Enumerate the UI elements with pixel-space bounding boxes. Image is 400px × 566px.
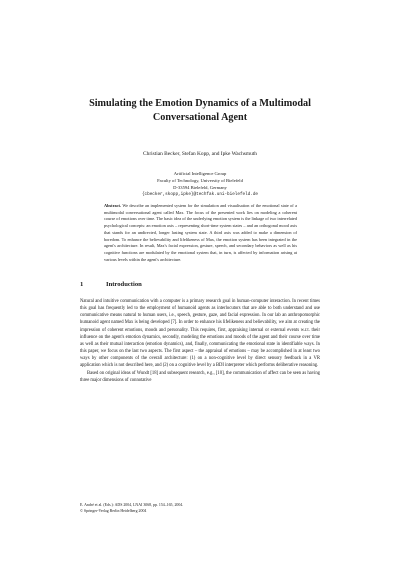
author-list: Christian Becker, Stefan Kopp, and Ipke Wachsmuth xyxy=(143,151,257,157)
affiliation-address: D-33594 Bielefeld, Germany xyxy=(173,185,227,190)
paper-title: Simulating the Emotion Dynamics of a Multimodal Conversational Agent xyxy=(89,98,311,123)
abstract xyxy=(104,203,297,263)
affiliation-faculty: Faculty of Technology, University of Bielefeld xyxy=(157,178,243,183)
abstract-label: Abstract. xyxy=(104,203,122,208)
footer-line-1: E. André et al. (Eds.): ADS 2004, LNAI 3068, pp. 154–165, 2004. xyxy=(80,503,184,507)
section-number: 1 xyxy=(80,281,84,288)
body-paragraph-2: Based on original ideas of Wundt [18] and subsequent research, e.g., [10], the communication of affect can be seen as having three major dimensions of connotative xyxy=(80,370,320,383)
body-text xyxy=(80,298,320,384)
affiliation-email: {cbecker,skopp,ipke}@techfak.uni-bielefeld.de xyxy=(141,192,259,197)
section-title: Introduction xyxy=(106,281,142,288)
affiliation-group: Artificial Intelligence Group xyxy=(173,171,227,176)
abstract-text: We describe an implemented system for the simulation and visualisation of the emotional state of a multimodal conversational agent called Max. The focus of the presented work lies on modeling a coherent course of emotions over time. The basic idea of the underlying emotion system is the linkage of two interrelated psychological concepts: an emotion axis – representing short-time system states – and an orthogonal mood axis that stands for an undirected, longer lasting system state. A third axis was added to make a dimension of boredom. To enhance the believability and lifelikeness of Max, the emotion system has been integrated in the agent's architecture. In result, Max's facial expression, gesture, speech, and secondary behaviors as well as his cognitive functions are modulated by the emotional system that, in turn, is affected by information arising at various levels within the agent's architecture. xyxy=(104,203,297,262)
footer-line-2: © Springer-Verlag Berlin Heidelberg 2004 xyxy=(80,508,147,513)
affiliation-block xyxy=(60,170,340,198)
section-heading xyxy=(80,280,320,289)
body-paragraph-1: Natural and intuitive communication with a computer is a primary research goal in human-computer interaction. In recent times this goal has frequently led to the employment of humanoid agents as interlocutors that are able to both understand and use communicative means natural to human users, i.e., speech, gesture, gaze, and facial expression. In our lab an anthropomorphic humanoid agent named Max is being developed [7]. In order to enhance his lifelikeness and believability, we aim at creating the impression of coherent emotions, moods and personality. This requires, first, appraising internal or external events w.r.t. their influence on the agent's emotion dynamics, secondly, modeling the emotions and moods of the agent and their course over time as well as their mutual interaction (emotion dynamics), and, finally, communicating the emotional state in identifiable ways. In this paper, we focus on the last two aspects. The first aspect – the appraisal of emotions – may be accomplished in at least two ways by other components of the overall architecture: (1) on a non-cognitive level by direct sensory feedback in a VR application which is not described here, and (2) on a cognitive level by a BDI interpreter which performs deliberative reasoning. xyxy=(80,299,320,369)
footer-citation xyxy=(80,503,320,515)
